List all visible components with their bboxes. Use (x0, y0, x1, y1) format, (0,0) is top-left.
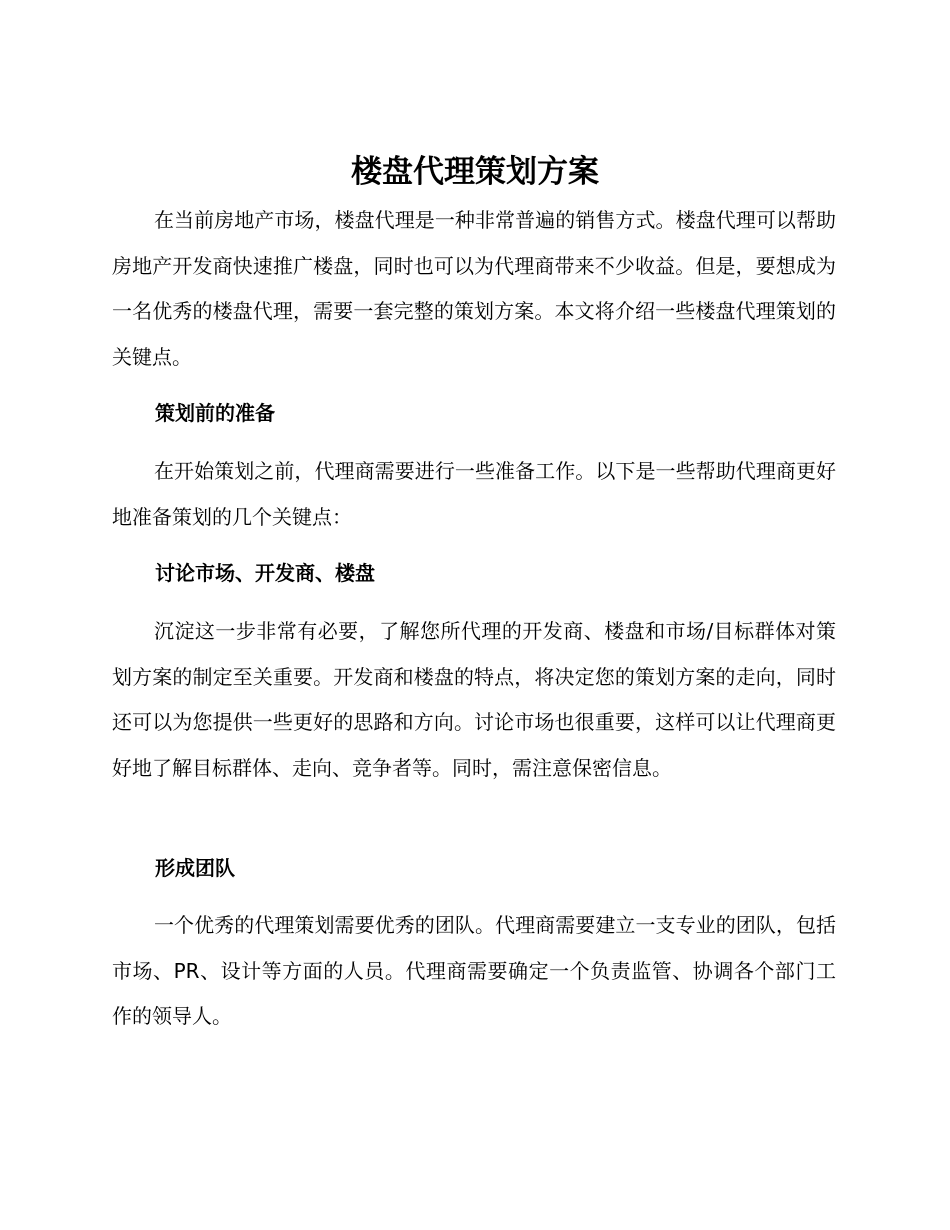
section-body-discussion: 沉淀这一步非常有必要，了解您所代理的开发商、楼盘和市场/目标群体对策划方案的制定至关重要。开发商和楼盘的特点，将决定您的策划方案的走向，同时还可以为您提供一些更好的思路和方向。讨论市场也很重要，这样可以让代理商更好地了解目标群体、走向、竞争者等。同时，需注意保密信息。 (112, 619, 836, 780)
section-heading-discussion: 讨论市场、开发商、楼盘 (155, 561, 375, 585)
section-heading-team: 形成团队 (155, 856, 235, 880)
page-title: 楼盘代理策划方案 (351, 154, 599, 190)
intro-paragraph: 在当前房地产市场，楼盘代理是一种非常普遍的销售方式。楼盘代理可以帮助房地产开发商快速推广楼盘，同时也可以为代理商带来不少收益。但是，要想成为一名优秀的楼盘代理，需要一套完整的策划方案。本文将介绍一些楼盘代理策划的关键点。 (112, 208, 836, 369)
section-body-team: 一个优秀的代理策划需要优秀的团队。代理商需要建立一支专业的团队，包括市场、PR、设计等方面的人员。代理商需要确定一个负责监管、协调各个部门工作的领导人。 (112, 913, 836, 1028)
section-heading-preparation: 策划前的准备 (155, 401, 275, 425)
section-body-preparation: 在开始策划之前，代理商需要进行一些准备工作。以下是一些帮助代理商更好地准备策划的几个关键点： (112, 459, 836, 529)
